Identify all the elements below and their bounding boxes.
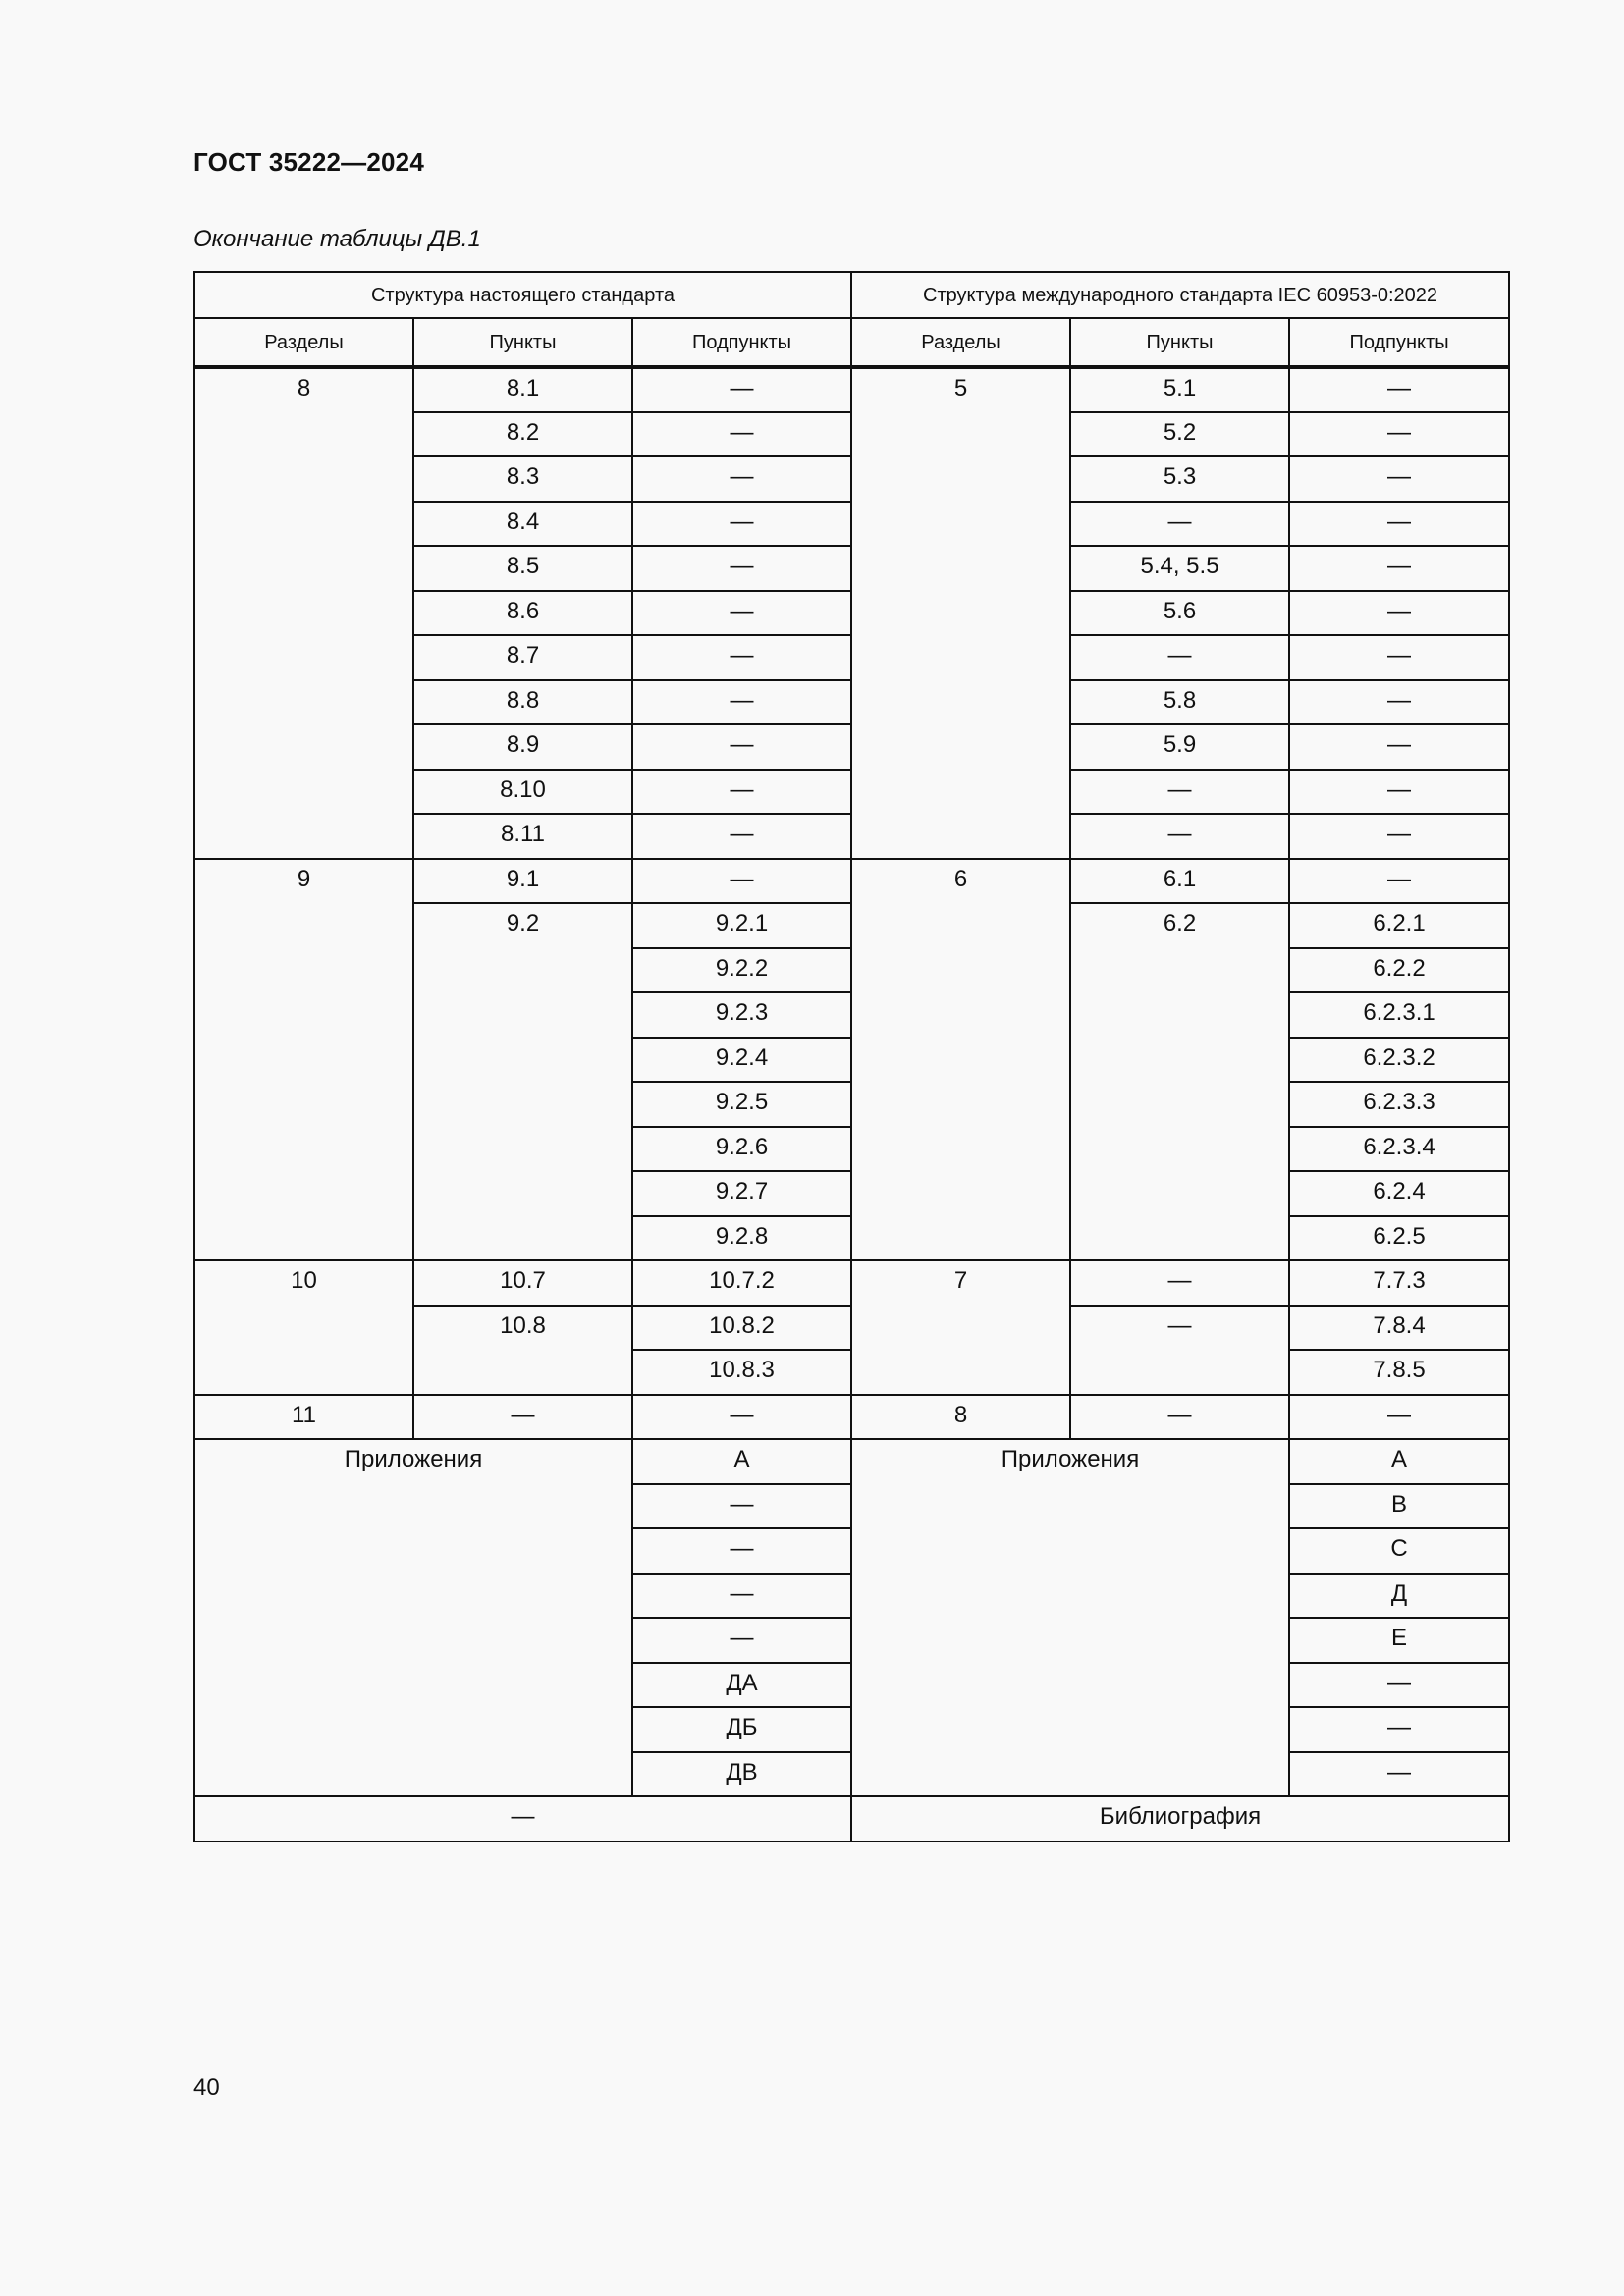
group-header-this-standard: Структура настоящего стандарта xyxy=(194,272,851,318)
table-cell: — xyxy=(1289,546,1509,591)
table-cell: — xyxy=(1070,1395,1289,1440)
table-cell: 10.7.2 xyxy=(632,1260,851,1306)
table-cell: 9.2.6 xyxy=(632,1127,851,1172)
table-cell: — xyxy=(632,635,851,680)
table-cell: — xyxy=(632,1528,851,1574)
table-cell: 8.8 xyxy=(413,680,632,725)
table-cell: 8.1 xyxy=(413,367,632,412)
table-cell: — xyxy=(632,546,851,591)
column-header: Разделы xyxy=(194,318,413,367)
appendices-label: Приложения xyxy=(851,1439,1289,1796)
table-cell: 6.2.5 xyxy=(1289,1216,1509,1261)
appendices-label: Приложения xyxy=(194,1439,632,1796)
table-cell: — xyxy=(1289,1707,1509,1752)
table-cell: 8.6 xyxy=(413,591,632,636)
table-cell: 10 xyxy=(194,1260,413,1395)
table-cell: 8.9 xyxy=(413,724,632,770)
table-cell: 5 xyxy=(851,367,1070,859)
table-cell: 8.10 xyxy=(413,770,632,815)
bibliography-cell: Библиография xyxy=(851,1796,1509,1842)
table-cell: В xyxy=(1289,1484,1509,1529)
table-cell: 10.7 xyxy=(413,1260,632,1306)
table-cell: — xyxy=(632,412,851,457)
table-cell: 6.2.3.1 xyxy=(1289,992,1509,1038)
table-cell: — xyxy=(1289,770,1509,815)
table-cell: — xyxy=(1289,591,1509,636)
table-cell: 8.4 xyxy=(413,502,632,547)
table-cell: — xyxy=(632,591,851,636)
table-row xyxy=(194,367,1509,412)
table-cell: 9.2.3 xyxy=(632,992,851,1038)
structure-comparison-table xyxy=(193,271,1510,1842)
column-header: Разделы xyxy=(851,318,1070,367)
table-caption: Окончание таблицы ДВ.1 xyxy=(193,226,481,252)
table-cell: Е xyxy=(1289,1618,1509,1663)
table-cell: — xyxy=(632,456,851,502)
table-cell: 6.2.1 xyxy=(1289,903,1509,948)
table-cell: 7.8.4 xyxy=(1289,1306,1509,1351)
column-header-row xyxy=(194,318,1509,367)
column-header: Подпункты xyxy=(1289,318,1509,367)
table-row xyxy=(194,1395,1509,1440)
table-cell: — xyxy=(632,859,851,904)
table-cell: 5.3 xyxy=(1070,456,1289,502)
table-cell: А xyxy=(1289,1439,1509,1484)
table-cell: 8.11 xyxy=(413,814,632,859)
table-cell: 9.2.8 xyxy=(632,1216,851,1261)
table-cell: 9.2.1 xyxy=(632,903,851,948)
table-cell: 10.8 xyxy=(413,1306,632,1395)
table-cell: 5.8 xyxy=(1070,680,1289,725)
table-cell: — xyxy=(1289,502,1509,547)
table-cell: — xyxy=(632,1618,851,1663)
column-header: Пункты xyxy=(413,318,632,367)
table-cell: — xyxy=(1070,814,1289,859)
table-cell: — xyxy=(1289,412,1509,457)
table-cell: 7.7.3 xyxy=(1289,1260,1509,1306)
table-cell: 9.2.5 xyxy=(632,1082,851,1127)
table-cell: 6.2.4 xyxy=(1289,1171,1509,1216)
table-row xyxy=(194,1260,1509,1306)
table-cell: — xyxy=(1289,1395,1509,1440)
table-cell: 5.2 xyxy=(1070,412,1289,457)
column-header: Подпункты xyxy=(632,318,851,367)
table-cell: 9.2 xyxy=(413,903,632,1260)
table-cell: — xyxy=(1289,724,1509,770)
table-cell: — xyxy=(413,1395,632,1440)
table-cell: — xyxy=(194,1796,851,1842)
table-cell: — xyxy=(1070,1306,1289,1395)
table-cell: 10.8.2 xyxy=(632,1306,851,1351)
table-cell: 6.1 xyxy=(1070,859,1289,904)
table-cell: — xyxy=(1289,456,1509,502)
table-cell: — xyxy=(1070,502,1289,547)
table-cell: 10.8.3 xyxy=(632,1350,851,1395)
document-header: ГОСТ 35222—2024 xyxy=(193,147,424,177)
table-cell: — xyxy=(632,1484,851,1529)
table-cell: ДА xyxy=(632,1663,851,1708)
table-cell: — xyxy=(1289,635,1509,680)
table-cell: А xyxy=(632,1439,851,1484)
table-cell: 6.2.2 xyxy=(1289,948,1509,993)
table-cell: 6.2.3.2 xyxy=(1289,1038,1509,1083)
table-row xyxy=(194,1439,1509,1484)
table-cell: 7.8.5 xyxy=(1289,1350,1509,1395)
table-cell: — xyxy=(632,724,851,770)
table-cell: 8.3 xyxy=(413,456,632,502)
page-number: 40 xyxy=(193,2074,220,2101)
group-header-row xyxy=(194,272,1509,318)
table-cell: 8 xyxy=(851,1395,1070,1440)
table-cell: 9.2.4 xyxy=(632,1038,851,1083)
table-cell: 8.2 xyxy=(413,412,632,457)
table-cell: 9.1 xyxy=(413,859,632,904)
table-row xyxy=(194,859,1509,904)
table-cell: — xyxy=(632,1395,851,1440)
table-cell: 5.9 xyxy=(1070,724,1289,770)
table-cell: — xyxy=(632,680,851,725)
table-cell: 5.4, 5.5 xyxy=(1070,546,1289,591)
table-cell: — xyxy=(632,367,851,412)
table-cell: 11 xyxy=(194,1395,413,1440)
table-cell: — xyxy=(1289,814,1509,859)
table-cell: С xyxy=(1289,1528,1509,1574)
group-header-international-standard: Структура международного стандарта IEC 60953-0:2022 xyxy=(851,272,1509,318)
table-cell: 5.6 xyxy=(1070,591,1289,636)
table-cell: — xyxy=(632,502,851,547)
table-cell: ДБ xyxy=(632,1707,851,1752)
table-cell: 9.2.2 xyxy=(632,948,851,993)
table-cell: — xyxy=(1070,1260,1289,1306)
table-cell: ДВ xyxy=(632,1752,851,1797)
column-header: Пункты xyxy=(1070,318,1289,367)
table-cell: — xyxy=(632,770,851,815)
table-cell: — xyxy=(1289,680,1509,725)
table-cell: 6.2 xyxy=(1070,903,1289,1260)
table-cell: — xyxy=(632,1574,851,1619)
table-cell: — xyxy=(1070,770,1289,815)
table-cell: — xyxy=(1289,1752,1509,1797)
table-cell: — xyxy=(1070,635,1289,680)
table-cell: — xyxy=(1289,367,1509,412)
table-cell: 8 xyxy=(194,367,413,859)
table-row xyxy=(194,1796,1509,1842)
table-cell: — xyxy=(1289,1663,1509,1708)
table-cell: — xyxy=(1289,859,1509,904)
table-cell: — xyxy=(632,814,851,859)
table-cell: 8.5 xyxy=(413,546,632,591)
table-cell: 9.2.7 xyxy=(632,1171,851,1216)
table-cell: 6.2.3.3 xyxy=(1289,1082,1509,1127)
table-cell: Д xyxy=(1289,1574,1509,1619)
table-cell: 9 xyxy=(194,859,413,1261)
table-cell: 8.7 xyxy=(413,635,632,680)
table-cell: 6.2.3.4 xyxy=(1289,1127,1509,1172)
table-cell: 6 xyxy=(851,859,1070,1261)
table-cell: 5.1 xyxy=(1070,367,1289,412)
table-cell: 7 xyxy=(851,1260,1070,1395)
